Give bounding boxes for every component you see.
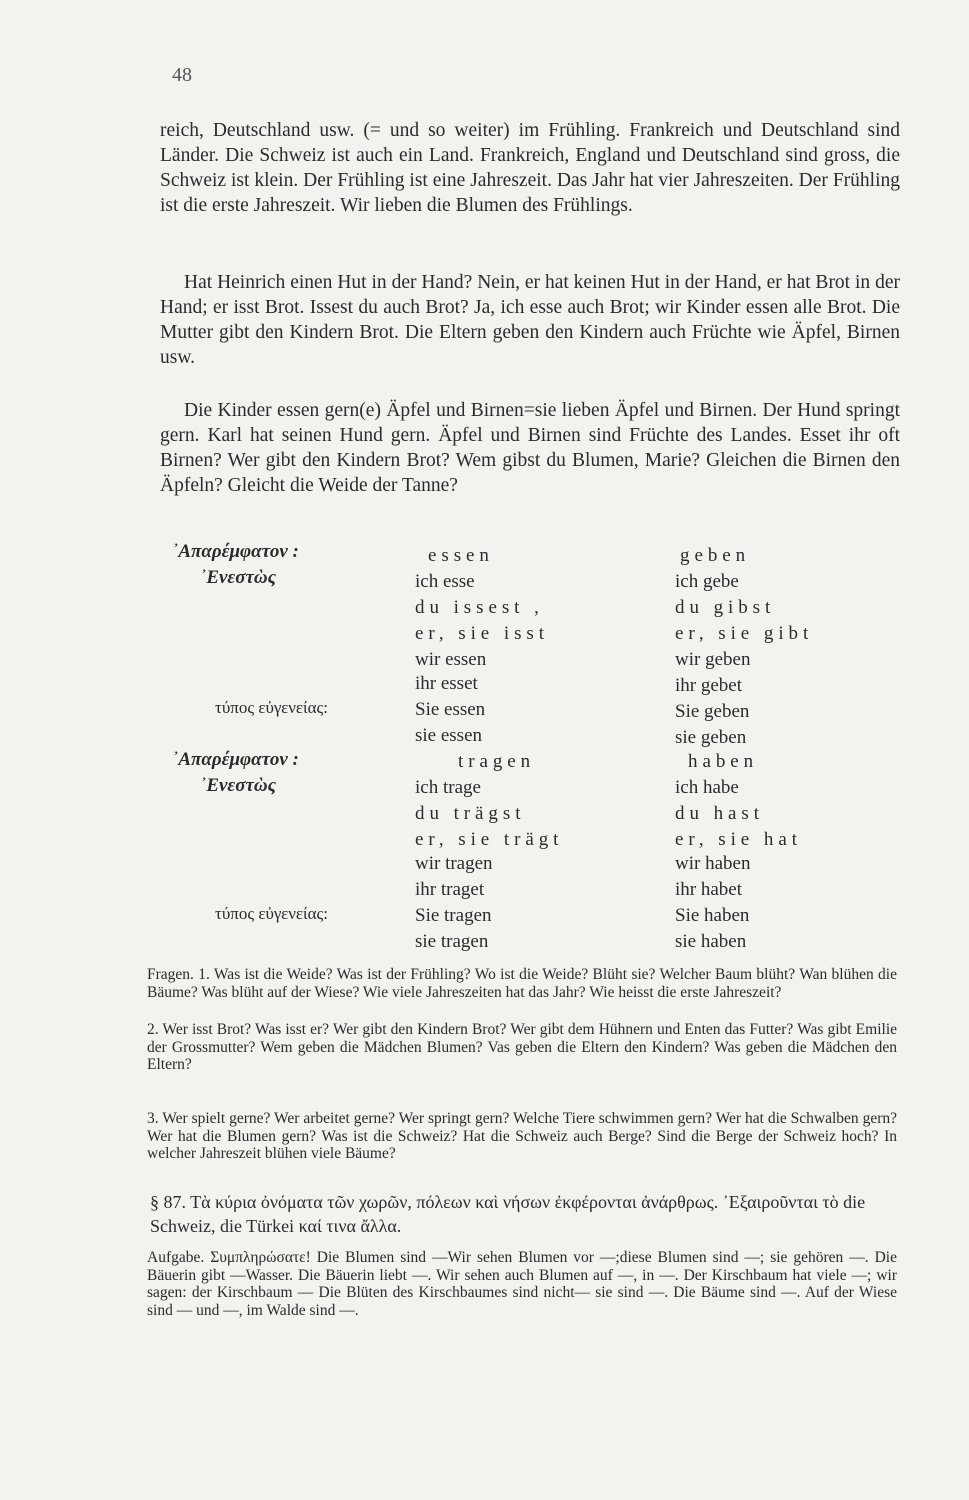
t2-v1-0: tragen	[458, 751, 536, 772]
t2-v2-6: Sie haben	[675, 905, 750, 926]
section-87: § 87. Τὰ κύρια ὀνόματα τῶν χωρῶν, πόλεων καὶ νήσων ἐκφέρονται ἀνάρθρως. ᾿Εξαιροῦνται τὸ die Schweiz, die Türkei καί τινα ἄλλα.	[150, 1192, 866, 1236]
page-number: 48	[172, 64, 192, 86]
t2-v1-2: du trägst	[415, 803, 526, 824]
paragraph-2-text: Hat Heinrich einen Hut in der Hand? Nein, er hat keinen Hut in der Hand, er hat Brot in der Hand; er isst Brot. Issest du auch Brot? Ja, ich esse auch Brot; wir Kinder essen alle Brot. Die Mutter gibt den Kindern Brot. Die Eltern geben den Kindern auch Früchte wie Äpfel, Birnen usw.	[160, 272, 900, 368]
t2-v2-0: haben	[688, 751, 759, 772]
t1-v2-0: geben	[680, 545, 751, 566]
label-polite-2: τύπος εὐγενείας:	[215, 904, 328, 923]
t1-v1-2: du issest ,	[415, 597, 544, 618]
t2-v2-5: ihr habet	[675, 879, 743, 900]
t2-v2-3: er, sie hat	[675, 829, 802, 850]
aufgabe: Aufgabe. Συμπληρώσατε! Die Blumen sind —Wir sehen Blumen vor —;diese Blumen sind —; sie gehören —. Die Bäuerin gibt —Wasser. Die Bäuerin liebt —. Wir sehen auch Blumen auf —, in —. Der Kirschbaum hat viele —; wir sagen: der Kirschbaum — Die Blüten des Kirschbaumes sind nicht— sie sind —. Die Bäume sind —. Auf der Wiese sind — und —, im Walde sind —.	[147, 1249, 897, 1319]
t2-v2-7: sie haben	[675, 931, 747, 952]
paragraph-1-text: reich, Deutschland usw. (= und so weiter) im Frühling. Frankreich und Deutschland sind Länder. Die Schweiz ist auch ein Land. Frankreich, England und Deutschland sind gross, die Schweiz ist klein. Der Frühling ist eine Jahreszeit. Das Jahr hat vier Jahreszeiten. Der Frühling ist die erste Jahreszeit. Wir lieben die Blumen des Frühlings.	[160, 120, 900, 216]
t2-v1-3: er, sie trägt	[415, 829, 564, 850]
t2-v2-2: du hast	[675, 803, 764, 824]
t1-v1-7: sie essen	[415, 725, 483, 746]
t2-v1-4: wir tragen	[415, 853, 493, 874]
label-present-1: ᾿Ενεστὼς	[200, 567, 277, 588]
fragen-2: 2. Wer isst Brot? Was isst er? Wer gibt den Kindern Brot? Wer gibt dem Hühnern und Enten das Futter? Was gibt Emilie der Grossmutter? Wem geben die Mädchen Blumen? Vas geben die Eltern den Kindern? Was geben die Mädchen den Eltern?	[147, 1021, 897, 1073]
t2-v2-1: ich habe	[675, 777, 739, 798]
label-present-2: ᾿Ενεστὼς	[200, 775, 277, 796]
t1-v2-3: er, sie gibt	[675, 623, 814, 644]
t1-v1-6: Sie essen	[415, 699, 486, 720]
t1-v1-4: wir essen	[415, 649, 487, 670]
label-infinitive-1: ᾿Απαρέμφατον :	[172, 541, 299, 562]
t1-v1-0: essen	[428, 545, 494, 566]
fragen-1: Fragen. 1. Was ist die Weide? Was ist der Frühling? Wo ist die Weide? Blüht sie? Welcher Baum blüht? Wan blühen die Bäume? Was blüht auf der Wiese? Wie viele Jahreszeiten hat das Jahr? Wie heisst die erste Jahreszeit?	[147, 966, 897, 1001]
t2-v1-1: ich trage	[415, 777, 481, 798]
paragraph-1	[160, 118, 900, 218]
t1-v2-2: du gibst	[675, 597, 776, 618]
t1-v1-1: ich esse	[415, 571, 475, 592]
t2-v1-7: sie tragen	[415, 931, 489, 952]
t2-v2-4: wir haben	[675, 853, 751, 874]
t1-v2-6: Sie geben	[675, 701, 750, 722]
label-infinitive-2: ᾿Απαρέμφατον :	[172, 749, 299, 770]
t1-v2-7: sie geben	[675, 727, 747, 748]
t1-v2-1: ich gebe	[675, 571, 739, 592]
label-polite-1: τύπος εὐγενείας:	[215, 698, 328, 717]
t1-v2-5: ihr gebet	[675, 675, 743, 696]
t1-v2-4: wir geben	[675, 649, 751, 670]
t2-v1-5: ihr traget	[415, 879, 485, 900]
conjugation-tables	[160, 540, 900, 952]
paragraph-3-text: Die Kinder essen gern(e) Äpfel und Birnen=sie lieben Äpfel und Birnen. Der Hund springt gern. Karl hat seinen Hund gern. Äpfel und Birnen sind Früchte des Landes. Esset ihr oft Birnen? Wer gibt den Kindern Brot? Wem gibst du Blumen, Marie? Gleichen die Birnen den Äpfeln? Gleicht die Weide der Tanne?	[160, 400, 900, 496]
t1-v1-3: er, sie isst	[415, 623, 549, 644]
fragen-3: 3. Wer spielt gerne? Wer arbeitet gerne? Wer springt gern? Welche Tiere schwimmen gern? Wer hat die Schwalben gern? Wer hat die Blumen gern? Was ist die Schweiz? Hat die Schweiz auch Berge? Sind die Berge der Schweiz hoch? In welcher Jahreszeit blühen viele Bäume?	[147, 1110, 897, 1162]
paragraph-3	[160, 398, 900, 498]
t2-v1-6: Sie tragen	[415, 905, 492, 926]
paragraph-2	[160, 270, 900, 370]
t1-v1-5: ihr esset	[415, 673, 478, 694]
